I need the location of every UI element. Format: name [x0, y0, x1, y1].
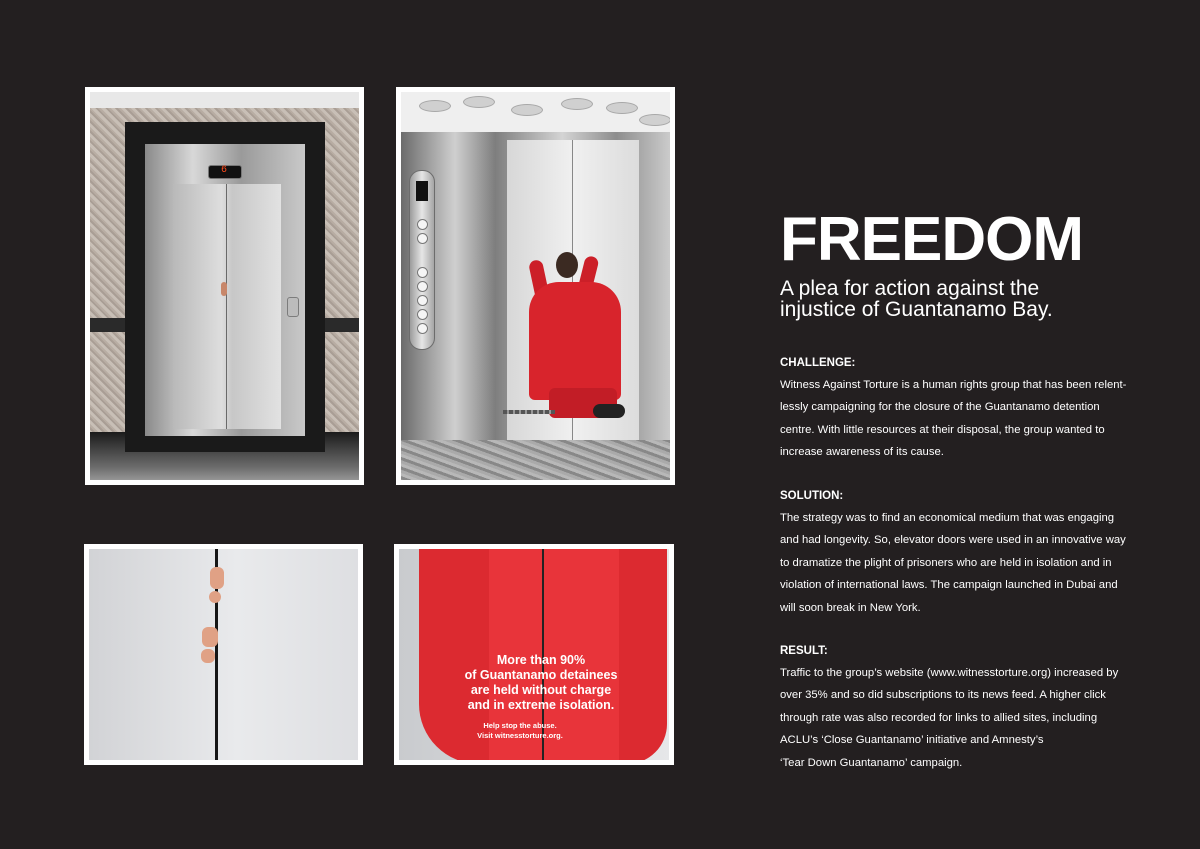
photo-jumpsuit-closeup — [394, 544, 674, 765]
photo-elevator-interior — [396, 87, 675, 485]
photo-elevator-closed — [85, 87, 364, 485]
chain-icon — [503, 410, 555, 414]
solution-section — [780, 489, 1142, 619]
elevator-door — [173, 184, 281, 429]
page-title: FREEDOM — [780, 205, 1083, 274]
section-body: Traffic to the group’s website (www.witnesstorture.org) increased by over 35% and so did subscriptions to its news feed. A higher click through rate was also recorded for links to allied sites, including ACLU’s ‘Close Guantanamo’ initiative and Amnesty’s ‘Tear Down Guantanamo’ campaign. — [780, 667, 1119, 769]
jumpsuit-message: More than 90% of Guantanamo detainees are held without charge and in extreme isolation. — [464, 653, 618, 712]
tagline: A plea for action against the injustice of Guantanamo Bay. — [780, 277, 1053, 321]
call-button-icon — [287, 297, 299, 317]
section-heading: SOLUTION: — [780, 490, 844, 502]
floor-display: 6 — [208, 165, 242, 179]
prisoner-figure — [529, 282, 621, 400]
elevator-button-panel — [409, 170, 435, 350]
section-heading: RESULT: — [780, 645, 828, 657]
jumpsuit-subtext: Help stop the abuse. Visit witnesstorture.org. — [477, 721, 563, 740]
section-body: Witness Against Torture is a human rights group that has been relent- lessly campaigning for the closure of the Guantanamo detention centre. With little resources at their disposal, the group wanted to increase awareness of its cause. — [780, 379, 1127, 459]
result-section — [780, 644, 1142, 774]
fingers-in-door — [221, 282, 227, 296]
photo-hand-closeup — [84, 544, 363, 765]
challenge-section — [780, 356, 1142, 464]
section-heading: CHALLENGE: — [780, 357, 856, 369]
section-body: The strategy was to find an economical medium that was engaging and had longevity. So, elevator doors were used in an innovative way to dramatize the plight of prisoners who are held in isolation and in violation of international laws. The campaign launched in Dubai and will soon break in New York. — [780, 512, 1126, 614]
